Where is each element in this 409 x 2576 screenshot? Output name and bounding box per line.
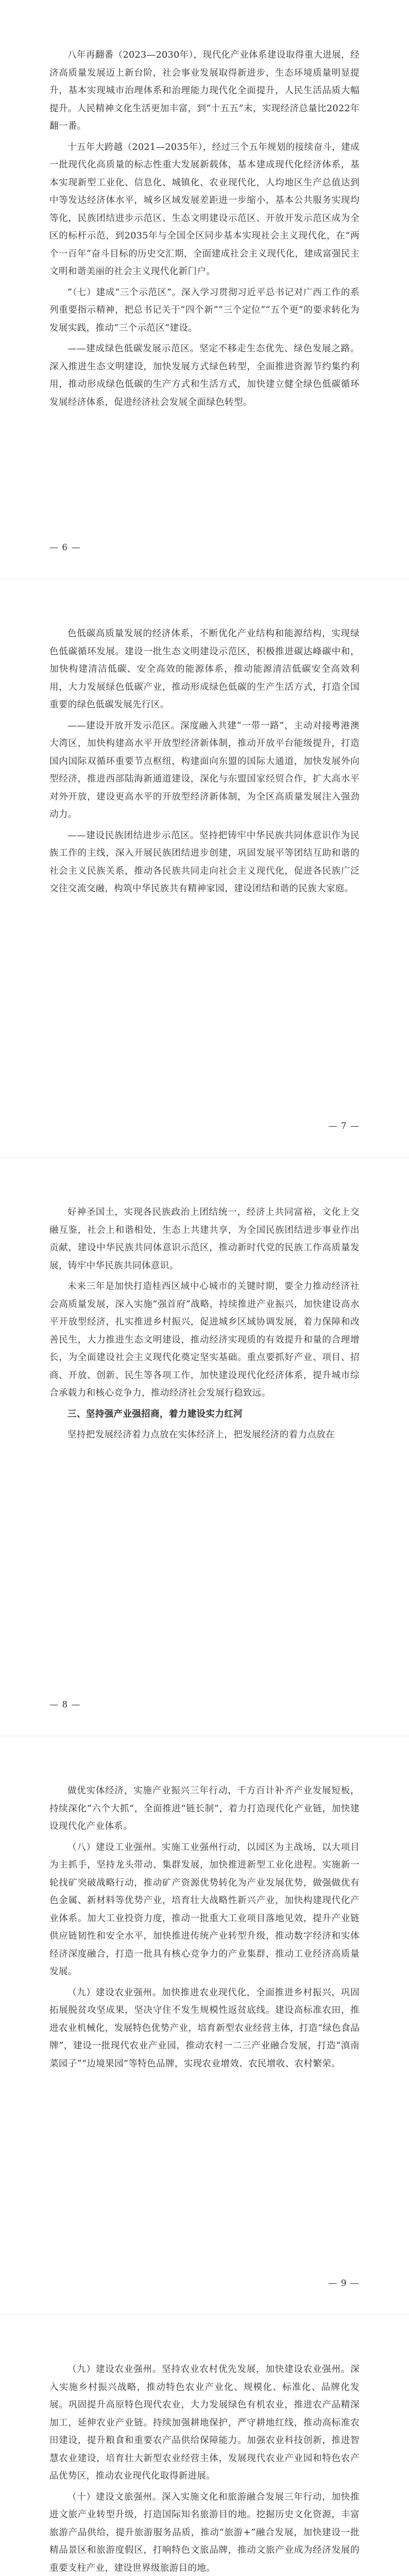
- page-number: — 9 —: [328, 2278, 360, 2289]
- document-page: [0, 1782, 409, 2076]
- body-paragraph: ——建成绿色低碳发展示范区。坚定不移走生态优先、绿色发展之路。深入推进生态文明建设，加快发展方式绿色转型，全面推进资源节约集约利用，推动形成绿色低碳的生产方式和生活方式，加快建立健全绿色低碳循环发展经济体系，促进经济社会发展全面绿色转型。: [49, 344, 360, 408]
- document-page: [0, 46, 409, 414]
- body-paragraph: （九）建设农业强州。加快推进农业现代化，全面推进乡村振兴，巩固拓展脱贫攻坚成果，坚决守住不发生规模性返贫底线。建设高标准农田，推进农业机械化，发展特色优势产业，培育新型农业经营主体，打造“绿色食品牌”，建设一批现代农业产业园，推动农村一二三产业融合发展，打造“滇南菜园子”“边境果园”等特色品牌，实现农业增效、农民增收、农村繁荣。: [49, 1987, 360, 2069]
- body-paragraph: 八年再翻番（2023—2030年），现代化产业体系建设取得重大进展，经济高质量发展迈上新台阶，社会事业发展取得新进步，生态环境质量明显提升，基本实现城市治理体系和治理能力现代化全面提升，人民生活品质大幅提升。人民精神文化生活更加丰富，到“十五五”末，实现经济总量比2022年翻一番。: [49, 50, 360, 131]
- body-paragraph: 好神圣国土，实现各民族政治上团结统一，经济上共同富裕，文化上交融互鉴，社会上和谐相处，生态上共建共享，为全国民族团结进步事业作出贡献，建设中华民族共同体意识示范区，推动新时代党的民族工作高质量发展，铸牢中华民族共同体意识。: [49, 1207, 360, 1271]
- page-number: — 7 —: [328, 1121, 360, 1131]
- document-page: [0, 1204, 409, 1447]
- body-paragraph: （九）建设农业强州。坚持农业农村优先发展，加快建设农业强州。深入实施乡村振兴战略，推动特色农业产业化、规模化、标准化、品牌化发展。巩固提升高原特色现代农业，大力发展绿色有机农业，推进农产品精深加工，延伸农业产业链。持续加强耕地保护，严守耕地红线，推动高标准农田建设，提升粮食和重要农产品供给保障能力。加强农业科技创新，推进智慧农业建设，培育壮大新型农业经营主体，发展现代农业产业园和特色农产品优势区，推动农业现代化取得新进展。: [49, 2364, 360, 2481]
- body-paragraph: 色低碳高质量发展的经济体系，不断优化产业结构和能源结构，实现绿色低碳循环发展。建设一批生态文明建设示范区，积极推进碳达峰碳中和，加快构建清洁低碳、安全高效的能源体系，推动能源清洁低碳安全高效利用，大力发展绿色低碳产业，推动形成绿色低碳的生产生活方式，打造全国重要的绿色低碳发展先行区。: [49, 629, 360, 710]
- body-paragraph: 十五年大跨越（2021—2035年），经过三个五年规划的接续奋斗，建成一批现代化高质量的标志性重大发展新载体，基本建成现代化经济体系，基本实现新型工业化、信息化、城镇化、农业现代化，人均地区生产总值达到中等发达经济体水平，城乡区域发展差距进一步缩小，基本公共服务实现均等化，民族团结进步示范区、生态文明建设示范区、开放开发示范区成为全区的标杆示范，到2035年与全国全区同步基本实现社会主义现代化，在“两个一百年”奋斗目标的历史交汇期，全面建成社会主义现代化，建成富强民主文明和谐美丽的社会主义现代化新门户。: [49, 142, 360, 277]
- body-paragraph: （十）建设文旅强州。深入实施文化和旅游融合发展三年行动，加快推进文旅产业转型升级，打造国际知名旅游目的地。挖掘历史文化资源，丰富旅游产品供给，提升旅游服务品质，推动“旅游+”融合发展，加快建设一批精品景区和旅游度假区，打响特色文旅品牌，推动文旅产业成为经济发展的重要支柱产业，建设世界级旅游目的地。: [49, 2492, 360, 2573]
- page-divider: [0, 2314, 409, 2315]
- document-page: [0, 625, 409, 901]
- body-paragraph: 未来三年是加快打造桂西区域中心城市的关键时期，要全力推动经济社会高质量发展，深入实施“强首府”战略，持续推进产业振兴，加快建设高水平开放型经济，扎实推进乡村振兴，促进城乡区域协调发展，着力保障和改善民生，大力推进生态文明建设，推动经济实现质的有效提升和量的合理增长，为全面建设社会主义现代化奠定坚实基础。重点要抓好产业、项目、招商、开放、创新、民生等各项工作，加快建设现代化经济体系，提升城市综合承载力和核心竞争力，推动经济社会发展行稳致远。: [49, 1281, 360, 1398]
- document-page: [0, 2361, 409, 2576]
- body-paragraph: ——建设民族团结进步示范区。坚持把铸牢中华民族共同体意识作为民族工作的主线，深入开展民族团结进步创建，巩固发展平等团结互助和谐的社会主义民族关系，推动各民族共同走向社会主义现代化，促进各民族广泛交往交流交融，构筑中华民族共有精神家园，建设团结和谐的民族大家庭。: [49, 830, 360, 894]
- section-heading: 三、坚持强产业强招商，着力建设实力红河: [67, 1409, 243, 1419]
- body-paragraph: ”（七）建成“三个示范区”。深入学习贯彻习近平总书记对广西工作的系列重要指示精神，把总书记关于“四个新”“三个定位”“五个更”的要求转化为发展实践，推动“三个示范区”建设。: [49, 287, 360, 333]
- body-paragraph: 坚持把发展经济着力点放在实体经济上，把发展经济的着力点放在: [67, 1430, 335, 1440]
- page-number: — 8 —: [49, 1700, 81, 1710]
- page-number: — 6 —: [49, 543, 81, 553]
- body-paragraph: 做优实体经济，实施产业振兴三年行动，千方百计补齐产业发展短板，持续深化“六个大抓”，全面推进“链长制”，着力打造现代化产业链，加快建设现代化产业体系。: [49, 1786, 360, 1832]
- body-paragraph: （八）建设工业强州。实施工业强州行动，以园区为主战场，以大项目为主抓手，坚持龙头带动、集群发展，加快推进新型工业化进程。实施新一轮找矿突破战略行动，推动矿产资源优势转化为产业发展优势，做强做优有色金属、新材料等优势产业，培育壮大战略性新兴产业，加快构建现代化产业体系。加大工业投资力度，推动一批重大工业项目落地见效，提升产业链供应链韧性和安全水平，加快推进传统产业转型升级，推动数字经济和实体经济深度融合，打造一批具有核心竞争力的产业集群，推动工业经济高质量发展。: [49, 1842, 360, 1977]
- page-divider: [0, 1157, 409, 1158]
- body-paragraph: ——建设开放开发示范区。深度融入共建“一带一路”，主动对接粤港澳大湾区，加快构建高水平开放型经济新体制，推动开放平台能级提升，打造国内国际双循环重要节点枢纽，构建面向东盟的国际大通道，加快发展外向型经济，推进西部陆海新通道建设，深化与东盟国家经贸合作，扩大高水平对外开放，建设更高水平的开放型经济新体制，为全区高质量发展注入强劲动力。: [49, 720, 360, 820]
